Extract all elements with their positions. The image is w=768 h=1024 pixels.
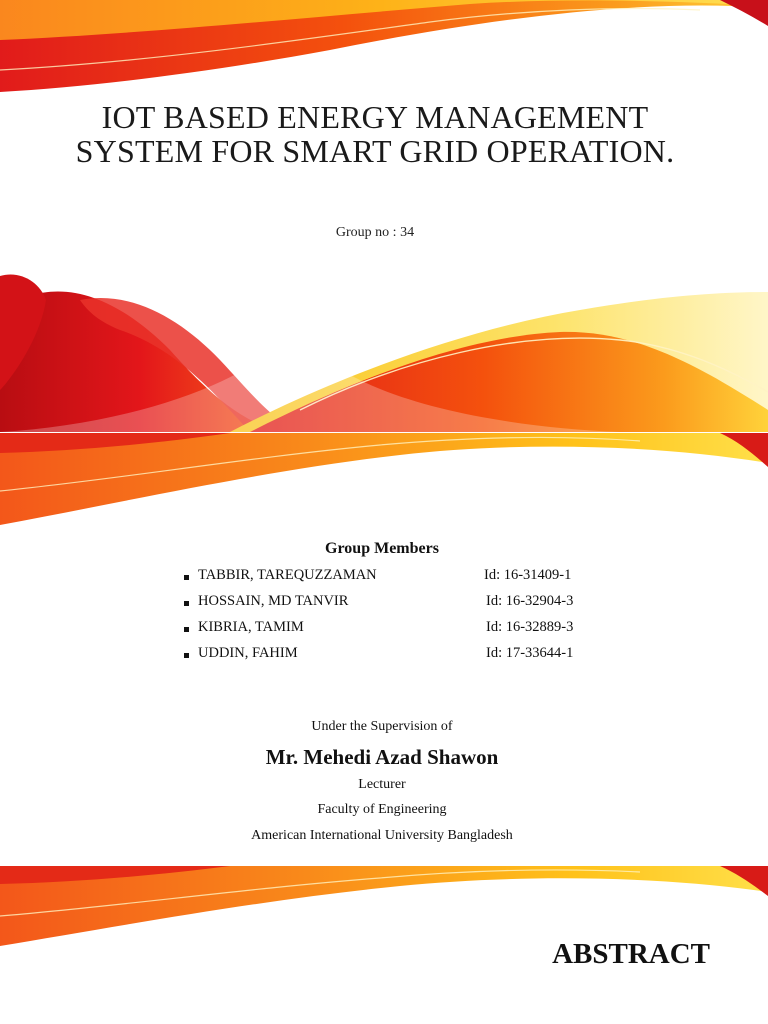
bullet-icon — [184, 601, 189, 606]
member-id: Id: 17-33644-1 — [486, 645, 574, 661]
members-slide — [0, 433, 768, 865]
abstract-slide — [0, 866, 768, 1024]
bullet-icon — [184, 575, 189, 580]
presentation-title: IOT BASED ENERGY MANAGEMENT SYSTEM FOR SMART GRID OPERATION. — [75, 99, 675, 169]
list-item — [184, 619, 604, 645]
bullet-icon — [184, 627, 189, 632]
member-list — [184, 567, 604, 671]
member-id: Id: 16-32889-3 — [486, 619, 574, 635]
abstract-heading: ABSTRACT — [552, 938, 710, 970]
members-heading: Group Members — [325, 540, 439, 557]
supervisor-name: Mr. Mehedi Azad Shawon — [265, 745, 499, 769]
list-item — [184, 567, 604, 593]
list-item — [184, 645, 604, 671]
member-id: Id: 16-31409-1 — [484, 567, 572, 583]
supervision-label: Under the Supervision of — [311, 719, 453, 734]
list-item — [184, 593, 604, 619]
member-name: UDDIN, FAHIM — [198, 645, 298, 661]
title-slide — [0, 0, 768, 432]
faculty-name: Faculty of Engineering — [317, 802, 447, 817]
member-id: Id: 16-32904-3 — [486, 593, 574, 609]
bullet-icon — [184, 653, 189, 658]
member-name: TABBIR, TAREQUZZAMAN — [198, 567, 377, 583]
swoosh-decoration — [0, 0, 768, 432]
supervisor-role: Lecturer — [358, 777, 406, 792]
university-name: American International University Bangladesh — [251, 828, 513, 843]
member-name: KIBRIA, TAMIM — [198, 619, 304, 635]
swoosh-decoration — [0, 433, 768, 543]
member-name: HOSSAIN, MD TANVIR — [198, 593, 349, 609]
group-number: Group no : 34 — [335, 225, 415, 240]
